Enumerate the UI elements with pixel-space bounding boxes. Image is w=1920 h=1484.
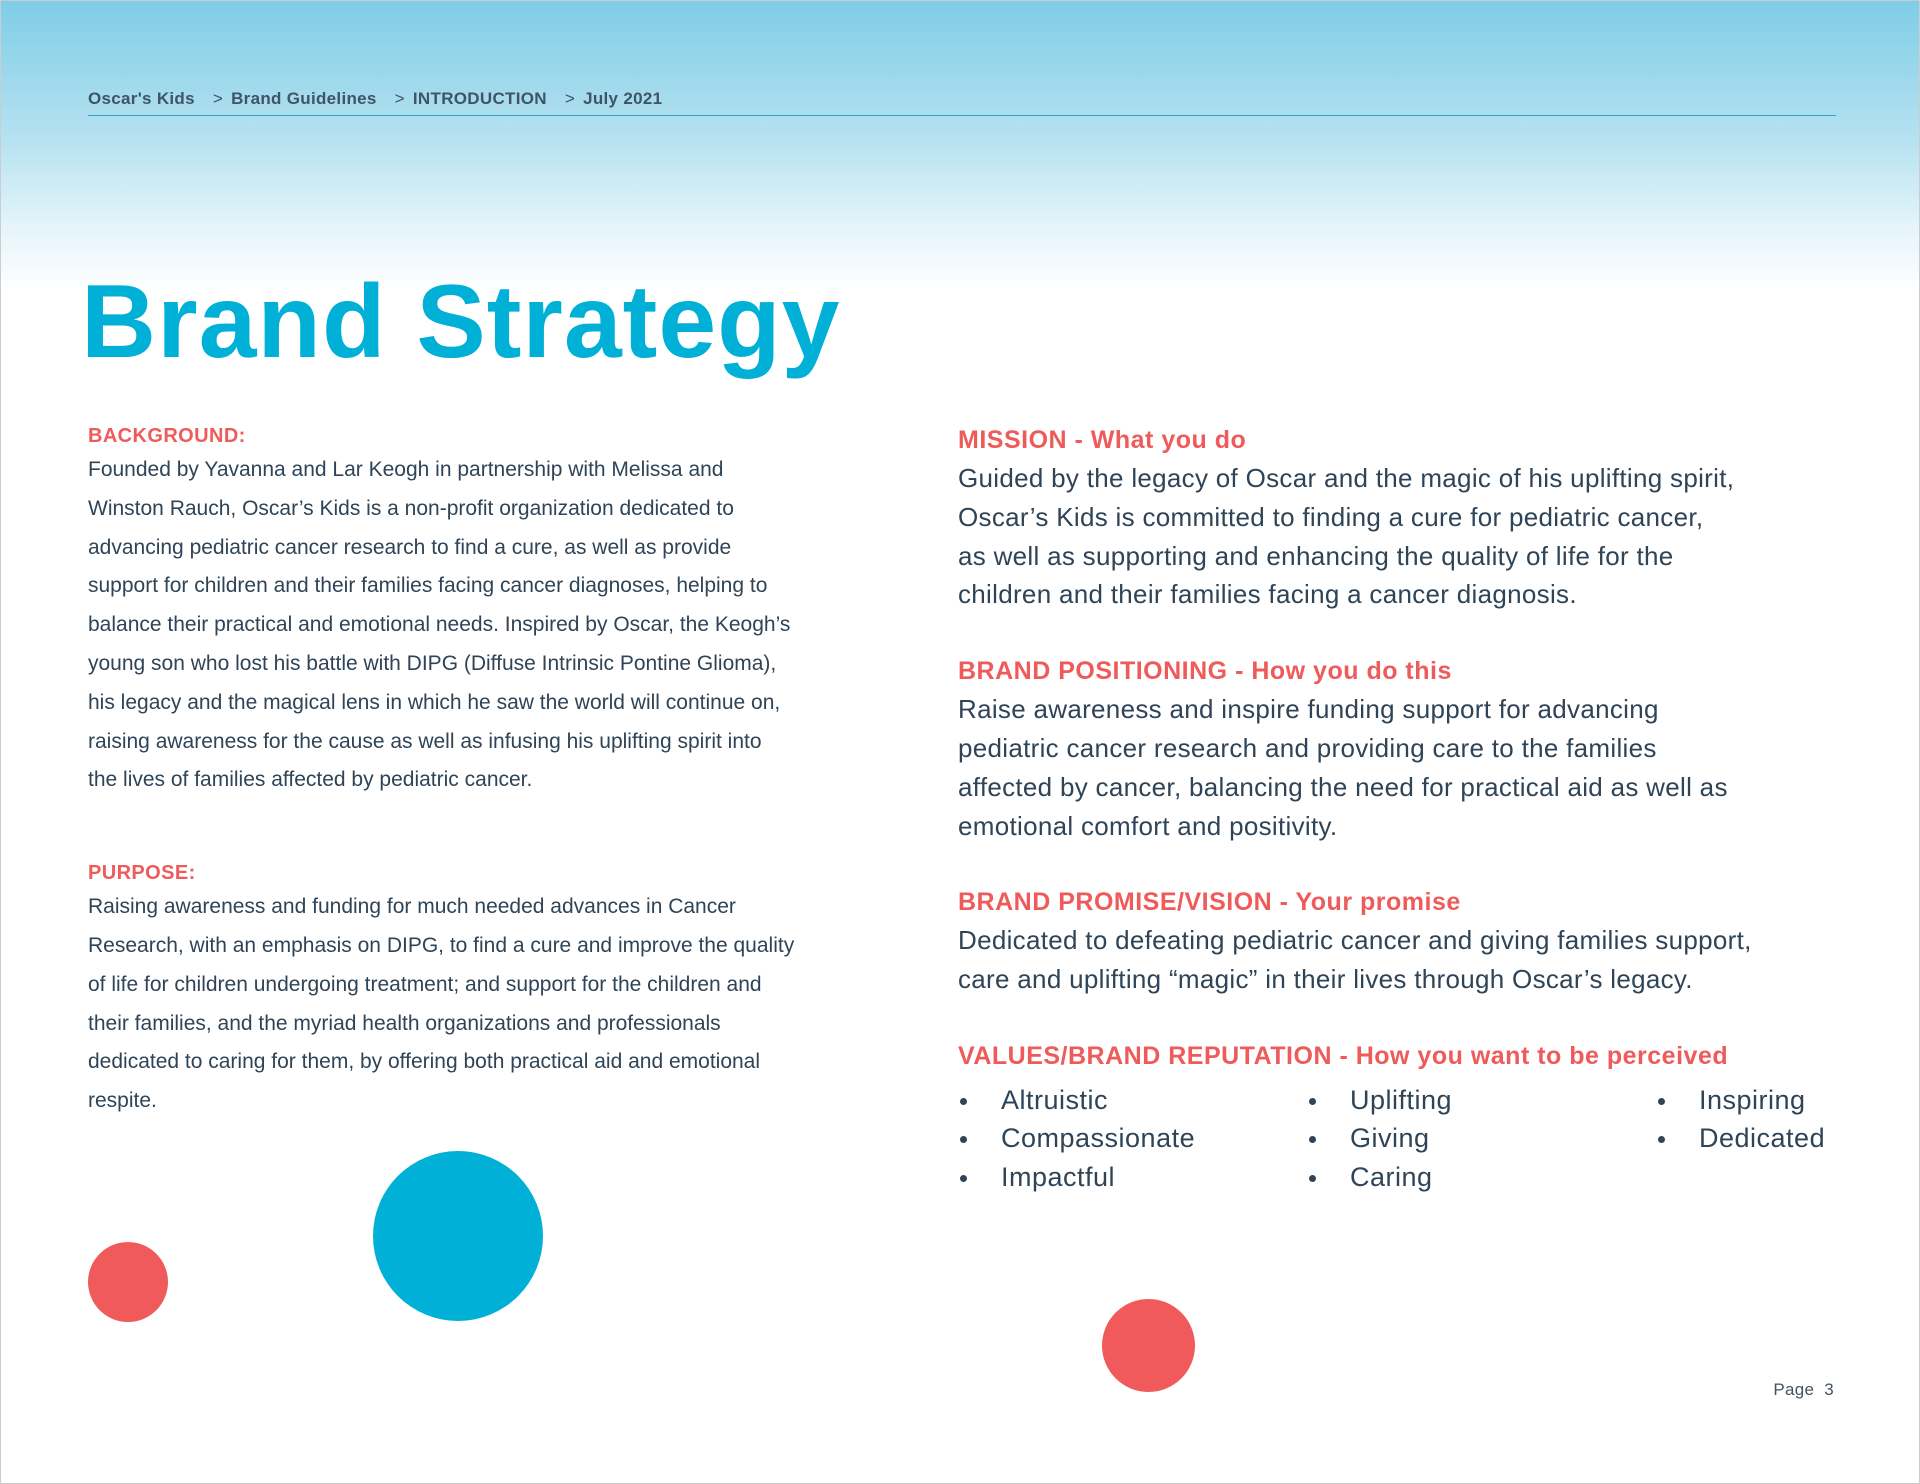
decorative-blue-circle [373,1151,543,1321]
purpose-heading: PURPOSE: [88,862,196,885]
background-heading: BACKGROUND: [88,425,246,447]
mission-heading: MISSION - What you do [958,426,1247,454]
page-number [1773,1380,1834,1400]
values-column [1656,1081,1836,1197]
page-number-value: 3 [1824,1380,1834,1399]
text-line: balance their practical and emotional needs. Inspired by Oscar, the Keogh’s [88,613,791,637]
breadcrumb [88,89,1836,116]
purpose-text [88,888,888,1121]
text-line: support for children and their families facing cancer diagnoses, helping to [88,574,768,598]
right-column [958,421,1838,1196]
decorative-red-circle [1102,1299,1195,1392]
value-item: Impactful [958,1158,1307,1197]
breadcrumb-item-brand-guidelines[interactable]: Brand Guidelines [231,89,377,108]
positioning-text [958,690,1838,845]
text-line: children and their families facing a cancer diagnosis. [958,579,1577,610]
text-line: their families, and the myriad health organizations and professionals [88,1011,721,1035]
value-item: Giving [1307,1119,1656,1158]
text-line: pediatric cancer research and providing care to the families [958,732,1657,763]
breadcrumb-separator: > [212,89,224,108]
text-line: dedicated to caring for them, by offering both practical aid and emotional [88,1050,761,1074]
text-line: his legacy and the magical lens in which he saw the world will continue on, [88,690,781,714]
mission-text [958,459,1838,614]
promise-text [958,921,1838,999]
background-text [88,451,888,800]
text-line: advancing pediatric cancer research to find a cure, as well as provide [88,535,732,559]
breadcrumb-item-oscars-kids[interactable]: Oscar's Kids [88,89,195,108]
text-line: young son who lost his battle with DIPG (Diffuse Intrinsic Pontine Glioma), [88,651,777,675]
text-line: Founded by Yavanna and Lar Keogh in partnership with Melissa and [88,458,724,481]
left-column [88,421,888,1121]
value-item: Dedicated [1656,1119,1836,1158]
page-title: Brand Strategy [81,264,841,380]
text-line: care and uplifting “magic” in their lives through Oscar’s legacy. [958,964,1693,995]
breadcrumb-separator: > [564,89,576,108]
page-label: Page [1773,1380,1815,1399]
text-line: raising awareness for the cause as well as infusing his uplifting spirit into [88,729,762,753]
text-line: emotional comfort and positivity. [958,810,1338,841]
value-item: Altruistic [958,1081,1307,1120]
text-line: Research, with an emphasis on DIPG, to find a cure and improve the quality [88,933,795,957]
text-line: Guided by the legacy of Oscar and the magic of his uplifting spirit, [958,463,1735,493]
promise-heading: BRAND PROMISE/VISION - Your promise [958,888,1461,917]
value-item: Inspiring [1656,1081,1836,1120]
values-column [958,1081,1307,1197]
text-line: the lives of families affected by pediatric cancer. [88,768,533,792]
values-heading: VALUES/BRAND REPUTATION - How you want to be perceived [958,1041,1729,1070]
text-line: respite. [88,1089,157,1113]
breadcrumb-separator: > [394,89,405,108]
breadcrumb-item-introduction[interactable]: INTRODUCTION [412,89,547,108]
text-line: affected by cancer, balancing the need for practical aid as well as [958,771,1728,802]
decorative-red-circle [88,1242,168,1322]
text-line: as well as supporting and enhancing the quality of life for the [958,540,1674,571]
text-line: Dedicated to defeating pediatric cancer and giving families support, [958,925,1752,956]
positioning-heading: BRAND POSITIONING - How you do this [958,657,1452,686]
breadcrumb-item-date: July 2021 [583,89,663,108]
value-item: Caring [1307,1158,1656,1197]
text-line: Raising awareness and funding for much needed advances in Cancer [88,895,736,919]
text-line: of life for children undergoing treatment; and support for the children and [88,972,762,996]
value-item: Uplifting [1307,1081,1656,1120]
value-item: Compassionate [958,1119,1307,1158]
text-line: Raise awareness and inspire funding support for advancing [958,694,1659,725]
text-line: Oscar’s Kids is committed to finding a cure for pediatric cancer, [958,501,1704,532]
text-line: Winston Rauch, Oscar’s Kids is a non-profit organization dedicated to [88,496,734,520]
values-column [1307,1081,1656,1197]
values-list [958,1081,1838,1197]
